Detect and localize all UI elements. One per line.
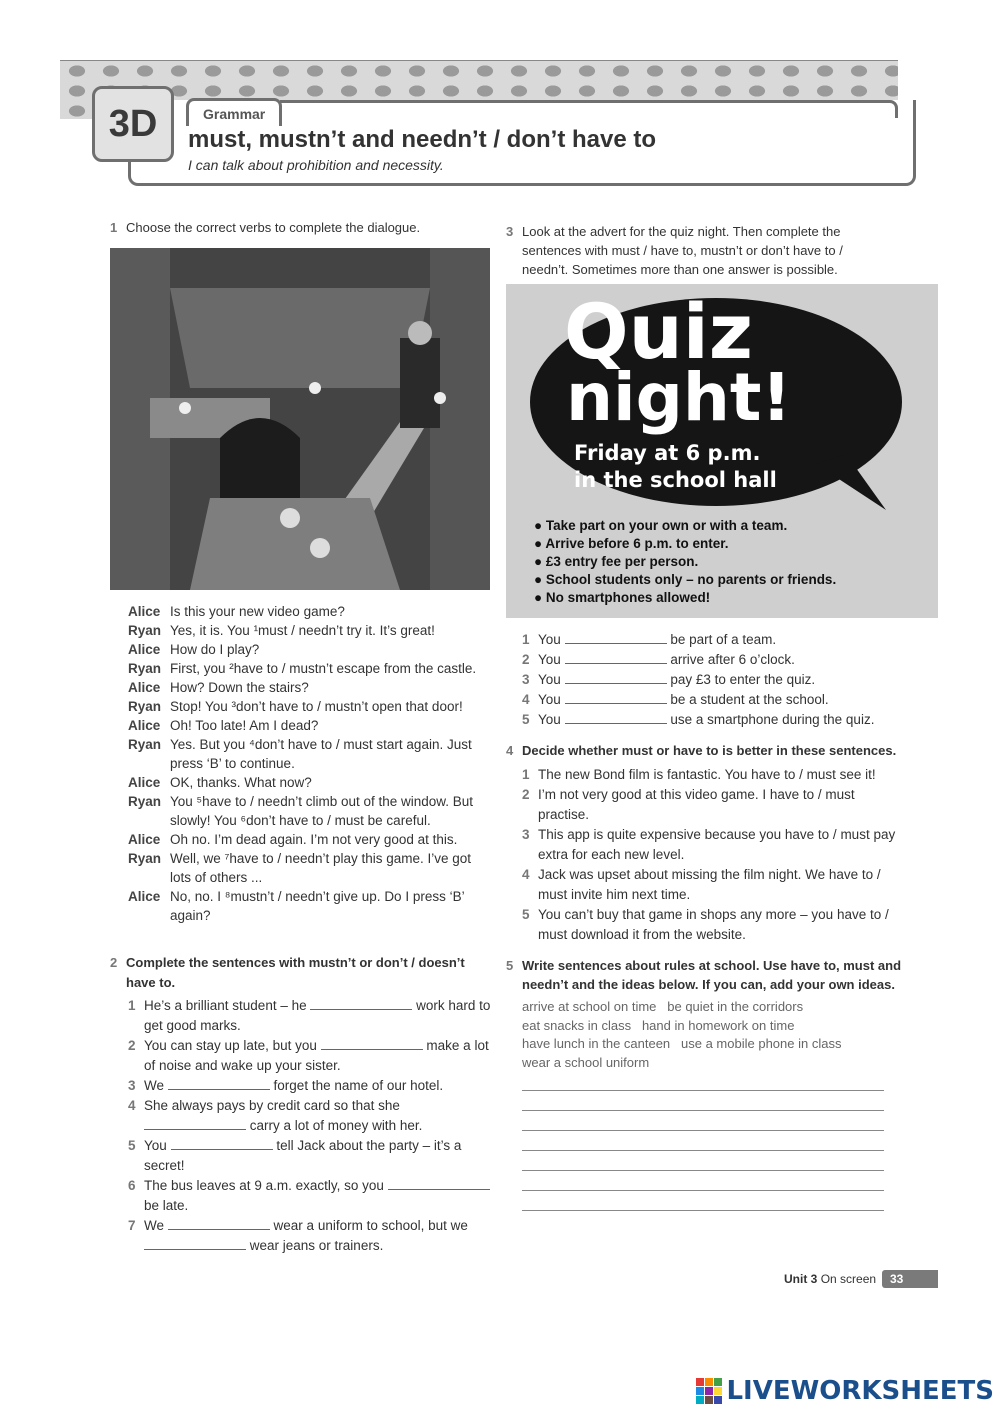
line-text: Yes, it is. You ¹must / needn’t try it. It’s great! bbox=[170, 623, 435, 638]
writing-line[interactable] bbox=[522, 1150, 884, 1151]
dialogue-line bbox=[128, 602, 498, 621]
ex3-instruction-line3: needn’t. Sometimes more than one answer is possible. bbox=[522, 262, 838, 277]
ex3-item-2 bbox=[522, 650, 874, 670]
ex4-item-3[interactable] bbox=[522, 825, 895, 845]
answer-blank[interactable] bbox=[310, 997, 412, 1010]
idea: use a mobile phone in class bbox=[681, 1036, 842, 1051]
idea: arrive at school on time bbox=[522, 999, 657, 1014]
advert-headline-1: Quiz bbox=[564, 287, 753, 376]
item-continuation: extra for each new level. bbox=[538, 847, 685, 862]
page-footer bbox=[784, 1272, 876, 1286]
item-number: 4 bbox=[522, 867, 530, 882]
speaker: Alice bbox=[128, 642, 161, 657]
item-continuation: secret! bbox=[144, 1158, 185, 1173]
advert-rule bbox=[534, 517, 836, 535]
item-continuation: must download it from the website. bbox=[538, 927, 746, 942]
ex4-item-5[interactable] bbox=[522, 905, 895, 925]
item-text: We bbox=[144, 1218, 165, 1233]
bullet-icon: ● bbox=[534, 518, 546, 533]
speaker: Alice bbox=[128, 889, 161, 904]
ex3-items bbox=[522, 630, 874, 730]
ex1-instruction-text: Choose the correct verbs to complete the dialogue. bbox=[126, 220, 421, 235]
speaker: Ryan bbox=[128, 851, 162, 866]
answer-blank[interactable] bbox=[565, 651, 667, 664]
ex5-instruction-line2: needn’t and the ideas below. If you can, add your own ideas. bbox=[522, 977, 895, 992]
ideas-row bbox=[522, 1017, 841, 1036]
idea: wear a school uniform bbox=[522, 1054, 650, 1070]
item-text: wear jeans or trainers. bbox=[249, 1238, 384, 1253]
idea: eat snacks in class bbox=[522, 1017, 632, 1033]
writing-line[interactable] bbox=[522, 1210, 884, 1211]
liveworksheets-text: LIVEWORKSHEETS bbox=[726, 1376, 994, 1406]
dialogue-line bbox=[128, 621, 498, 640]
item-number: 3 bbox=[128, 1078, 136, 1093]
answer-blank[interactable] bbox=[144, 1237, 246, 1250]
ex5-number: 5 bbox=[506, 958, 514, 973]
ex2-item-7 bbox=[128, 1216, 498, 1236]
liveworksheets-logo[interactable] bbox=[696, 1376, 994, 1406]
ideas-row bbox=[522, 1035, 841, 1054]
answer-blank[interactable] bbox=[565, 631, 667, 644]
item-number: 2 bbox=[522, 652, 530, 667]
ex2-item-1 bbox=[128, 996, 498, 1016]
line-text: Oh no. I’m dead again. I’m not very good at this. bbox=[170, 832, 458, 847]
dialogue-line bbox=[128, 830, 498, 849]
ex2-item-2 bbox=[128, 1036, 498, 1056]
dialogue-line bbox=[128, 640, 498, 659]
item-text: You bbox=[144, 1138, 167, 1153]
ex2-instruction-line2: have to. bbox=[126, 975, 176, 990]
speaker: Ryan bbox=[128, 699, 162, 714]
item-text: I’m not very good at this video game. I have to / must bbox=[538, 787, 855, 802]
ex5-ideas bbox=[522, 998, 841, 1072]
item-number: 6 bbox=[128, 1178, 136, 1193]
item-continuation: be late. bbox=[144, 1198, 189, 1213]
writing-line[interactable] bbox=[522, 1130, 884, 1131]
castle-game-image bbox=[110, 248, 490, 590]
answer-blank[interactable] bbox=[321, 1037, 423, 1050]
bullet-icon: ● bbox=[534, 590, 546, 605]
rule-text: School students only – no parents or friends. bbox=[545, 572, 837, 587]
item-text: You can stay up late, but you bbox=[144, 1038, 317, 1053]
writing-line[interactable] bbox=[522, 1190, 884, 1191]
item-text: We bbox=[144, 1078, 165, 1093]
ex2-number: 2 bbox=[110, 955, 118, 970]
item-continuation: must invite him next time. bbox=[538, 887, 691, 902]
ex3-item-5 bbox=[522, 710, 874, 730]
speaker: Ryan bbox=[128, 623, 162, 638]
writing-line[interactable] bbox=[522, 1090, 884, 1091]
item-text: The bus leaves at 9 a.m. exactly, so you bbox=[144, 1178, 384, 1193]
item-text: You bbox=[538, 712, 561, 727]
item-text: Jack was upset about missing the film night. We have to / bbox=[538, 867, 881, 882]
item-text: She always pays by credit card so that she bbox=[144, 1098, 400, 1113]
line-continuation: again? bbox=[170, 908, 211, 923]
item-continuation: get good marks. bbox=[144, 1018, 241, 1033]
line-text: How do I play? bbox=[170, 642, 260, 657]
speaker: Ryan bbox=[128, 661, 162, 676]
dialogue-line bbox=[128, 792, 498, 811]
ex1-number: 1 bbox=[110, 220, 118, 235]
dialogue-line bbox=[128, 678, 498, 697]
dialogue-line bbox=[128, 735, 498, 754]
dialogue-line bbox=[128, 697, 498, 716]
line-text: No, no. I ⁸mustn’t / needn’t give up. Do I press ‘B’ bbox=[170, 889, 465, 904]
ideas-row bbox=[522, 998, 841, 1017]
ex3-item-3 bbox=[522, 670, 874, 690]
item-text: be part of a team. bbox=[670, 632, 777, 647]
item-number: 1 bbox=[128, 998, 136, 1013]
ex2-item-6 bbox=[128, 1176, 498, 1196]
item-text: arrive after 6 o’clock. bbox=[670, 652, 795, 667]
item-number: 4 bbox=[522, 692, 530, 707]
line-text: You ⁵have to / needn’t climb out of the window. But bbox=[170, 794, 474, 809]
ex2-item-4 bbox=[128, 1096, 498, 1116]
line-text: First, you ²have to / mustn’t escape from the castle. bbox=[170, 661, 477, 676]
ideas-row bbox=[522, 1054, 841, 1073]
liveworksheets-icon bbox=[696, 1378, 722, 1404]
writing-line[interactable] bbox=[522, 1170, 884, 1171]
item-text: You can’t buy that game in shops any more – you have to / bbox=[538, 907, 889, 922]
ex4-number: 4 bbox=[506, 743, 514, 758]
item-text: work hard to bbox=[416, 998, 491, 1013]
unit-badge: 3D bbox=[92, 86, 174, 162]
idea: be quiet in the corridors bbox=[667, 999, 804, 1014]
ex4-item-2[interactable] bbox=[522, 785, 895, 805]
dialogue-line bbox=[128, 887, 498, 906]
ex4-instruction bbox=[506, 741, 896, 761]
ex5-instruction-line1: Write sentences about rules at school. Use have to, must and bbox=[522, 958, 902, 973]
item-number: 5 bbox=[522, 907, 530, 922]
ex3-instruction-line2: sentences with must / have to, mustn’t or don’t have to / bbox=[522, 243, 843, 258]
line-text: Stop! You ³don’t have to / mustn’t open that door! bbox=[170, 699, 463, 714]
ex3-instruction bbox=[506, 222, 843, 279]
answer-blank[interactable] bbox=[565, 711, 667, 724]
advert-headline-2: night! bbox=[566, 359, 792, 436]
line-continuation: press ‘B’ to continue. bbox=[170, 756, 295, 771]
item-continuation bbox=[128, 1236, 498, 1256]
ex2-item-5 bbox=[128, 1136, 498, 1156]
advert-rules bbox=[534, 517, 836, 607]
idea: have lunch in the canteen bbox=[522, 1036, 671, 1051]
ex4-item-1[interactable] bbox=[522, 765, 895, 785]
ex2-instruction bbox=[110, 953, 465, 993]
idea: hand in homework on time bbox=[641, 1017, 795, 1033]
item-continuation: practise. bbox=[538, 807, 590, 822]
item-text: You bbox=[538, 692, 561, 707]
ex4-item-4[interactable] bbox=[522, 865, 895, 885]
item-number: 5 bbox=[128, 1138, 136, 1153]
item-text: This app is quite expensive because you have to / must pay bbox=[538, 827, 896, 842]
ex3-item-4 bbox=[522, 690, 874, 710]
answer-blank[interactable] bbox=[168, 1077, 270, 1090]
item-number: 1 bbox=[522, 632, 530, 647]
speaker: Alice bbox=[128, 832, 161, 847]
answer-blank[interactable] bbox=[171, 1137, 273, 1150]
speaker: Alice bbox=[128, 680, 161, 695]
ex3-instruction-line1: Look at the advert for the quiz night. Then complete the bbox=[522, 224, 841, 239]
section-tab: Grammar bbox=[186, 98, 282, 126]
page-title: must, mustn’t and needn’t / don’t have to bbox=[188, 126, 657, 153]
footer-unit: Unit 3 bbox=[784, 1272, 818, 1286]
advert-where: in the school hall bbox=[574, 468, 777, 492]
advert-rule bbox=[534, 571, 836, 589]
line-text: Is this your new video game? bbox=[170, 604, 345, 619]
item-text: You bbox=[538, 632, 561, 647]
ex4-items bbox=[522, 765, 895, 945]
speaker: Alice bbox=[128, 775, 161, 790]
item-text: You bbox=[538, 672, 561, 687]
ex2-item-3 bbox=[128, 1076, 498, 1096]
item-number: 2 bbox=[522, 787, 530, 802]
speaker: Ryan bbox=[128, 794, 162, 809]
line-text: Well, we ⁷have to / needn’t play this game. I’ve got bbox=[170, 851, 472, 866]
ex3-item-1 bbox=[522, 630, 874, 650]
ex5-instruction bbox=[506, 956, 901, 994]
item-number: 3 bbox=[522, 827, 530, 842]
line-text: Oh! Too late! Am I dead? bbox=[170, 718, 319, 733]
page-number: 33 bbox=[882, 1270, 938, 1288]
item-number: 3 bbox=[522, 672, 530, 687]
dialogue-line bbox=[128, 849, 498, 868]
advert-when: Friday at 6 p.m. bbox=[574, 441, 761, 465]
item-number: 2 bbox=[128, 1038, 136, 1053]
item-text: tell Jack about the party – it’s a bbox=[276, 1138, 462, 1153]
ex4-instruction-text: Decide whether must or have to is better in these sentences. bbox=[522, 743, 897, 758]
item-number: 7 bbox=[128, 1218, 136, 1233]
header-frame-top bbox=[280, 100, 898, 118]
item-text: be a student at the school. bbox=[670, 692, 829, 707]
item-text: carry a lot of money with her. bbox=[249, 1118, 423, 1133]
item-text: You bbox=[538, 652, 561, 667]
item-continuation: of noise and wake up your sister. bbox=[144, 1058, 341, 1073]
writing-line[interactable] bbox=[522, 1110, 884, 1111]
item-text: He’s a brilliant student – he bbox=[144, 998, 307, 1013]
advert-rule bbox=[534, 553, 836, 571]
item-number: 5 bbox=[522, 712, 530, 727]
ex3-number: 3 bbox=[506, 224, 514, 239]
bullet-icon: ● bbox=[534, 572, 546, 587]
line-text: How? Down the stairs? bbox=[170, 680, 309, 695]
bullet-icon: ● bbox=[534, 554, 546, 569]
dialogue-line bbox=[128, 773, 498, 792]
advert-rule bbox=[534, 535, 836, 553]
answer-blank[interactable] bbox=[565, 691, 667, 704]
rule-text: No smartphones allowed! bbox=[545, 590, 711, 605]
line-text: OK, thanks. What now? bbox=[170, 775, 312, 790]
item-text: use a smartphone during the quiz. bbox=[670, 712, 875, 727]
answer-blank[interactable] bbox=[144, 1117, 246, 1130]
item-continuation bbox=[128, 1116, 498, 1136]
ex2-instruction-line1: Complete the sentences with mustn’t or don’t / doesn’t bbox=[126, 955, 465, 970]
writing-area[interactable] bbox=[522, 1080, 884, 1220]
advert-rule bbox=[534, 589, 836, 607]
speaker: Ryan bbox=[128, 737, 162, 752]
item-text: wear a uniform to school, but we bbox=[273, 1218, 468, 1233]
bullet-icon: ● bbox=[534, 536, 546, 551]
ex1-instruction bbox=[110, 218, 420, 238]
ex1-dialogue bbox=[128, 602, 498, 925]
rule-text: Take part on your own or with a team. bbox=[545, 518, 788, 533]
item-number: 4 bbox=[128, 1098, 136, 1113]
item-number: 1 bbox=[522, 767, 530, 782]
item-text: forget the name of our hotel. bbox=[273, 1078, 444, 1093]
line-text: Yes. But you ⁴don’t have to / must start again. Just bbox=[170, 737, 472, 752]
item-text: pay £3 to enter the quiz. bbox=[670, 672, 816, 687]
rule-text: Arrive before 6 p.m. to enter. bbox=[545, 536, 729, 551]
item-text: make a lot bbox=[426, 1038, 489, 1053]
dialogue-line bbox=[128, 716, 498, 735]
line-continuation: lots of others ... bbox=[170, 870, 263, 885]
answer-blank[interactable] bbox=[388, 1177, 490, 1190]
rule-text: £3 entry fee per person. bbox=[545, 554, 699, 569]
castle-illustration bbox=[110, 248, 490, 590]
footer-unit-title: On screen bbox=[820, 1272, 877, 1286]
ex2-items bbox=[128, 996, 498, 1256]
dialogue-line bbox=[128, 659, 498, 678]
answer-blank[interactable] bbox=[168, 1217, 270, 1230]
quiz-night-advert bbox=[506, 284, 938, 618]
page-subtitle: I can talk about prohibition and necessity. bbox=[188, 157, 444, 173]
speaker: Alice bbox=[128, 604, 161, 619]
answer-blank[interactable] bbox=[565, 671, 667, 684]
speaker: Alice bbox=[128, 718, 161, 733]
item-text: The new Bond film is fantastic. You have to / must see it! bbox=[538, 767, 876, 782]
line-continuation: slowly! You ⁶don’t have to / must be careful. bbox=[170, 813, 431, 828]
